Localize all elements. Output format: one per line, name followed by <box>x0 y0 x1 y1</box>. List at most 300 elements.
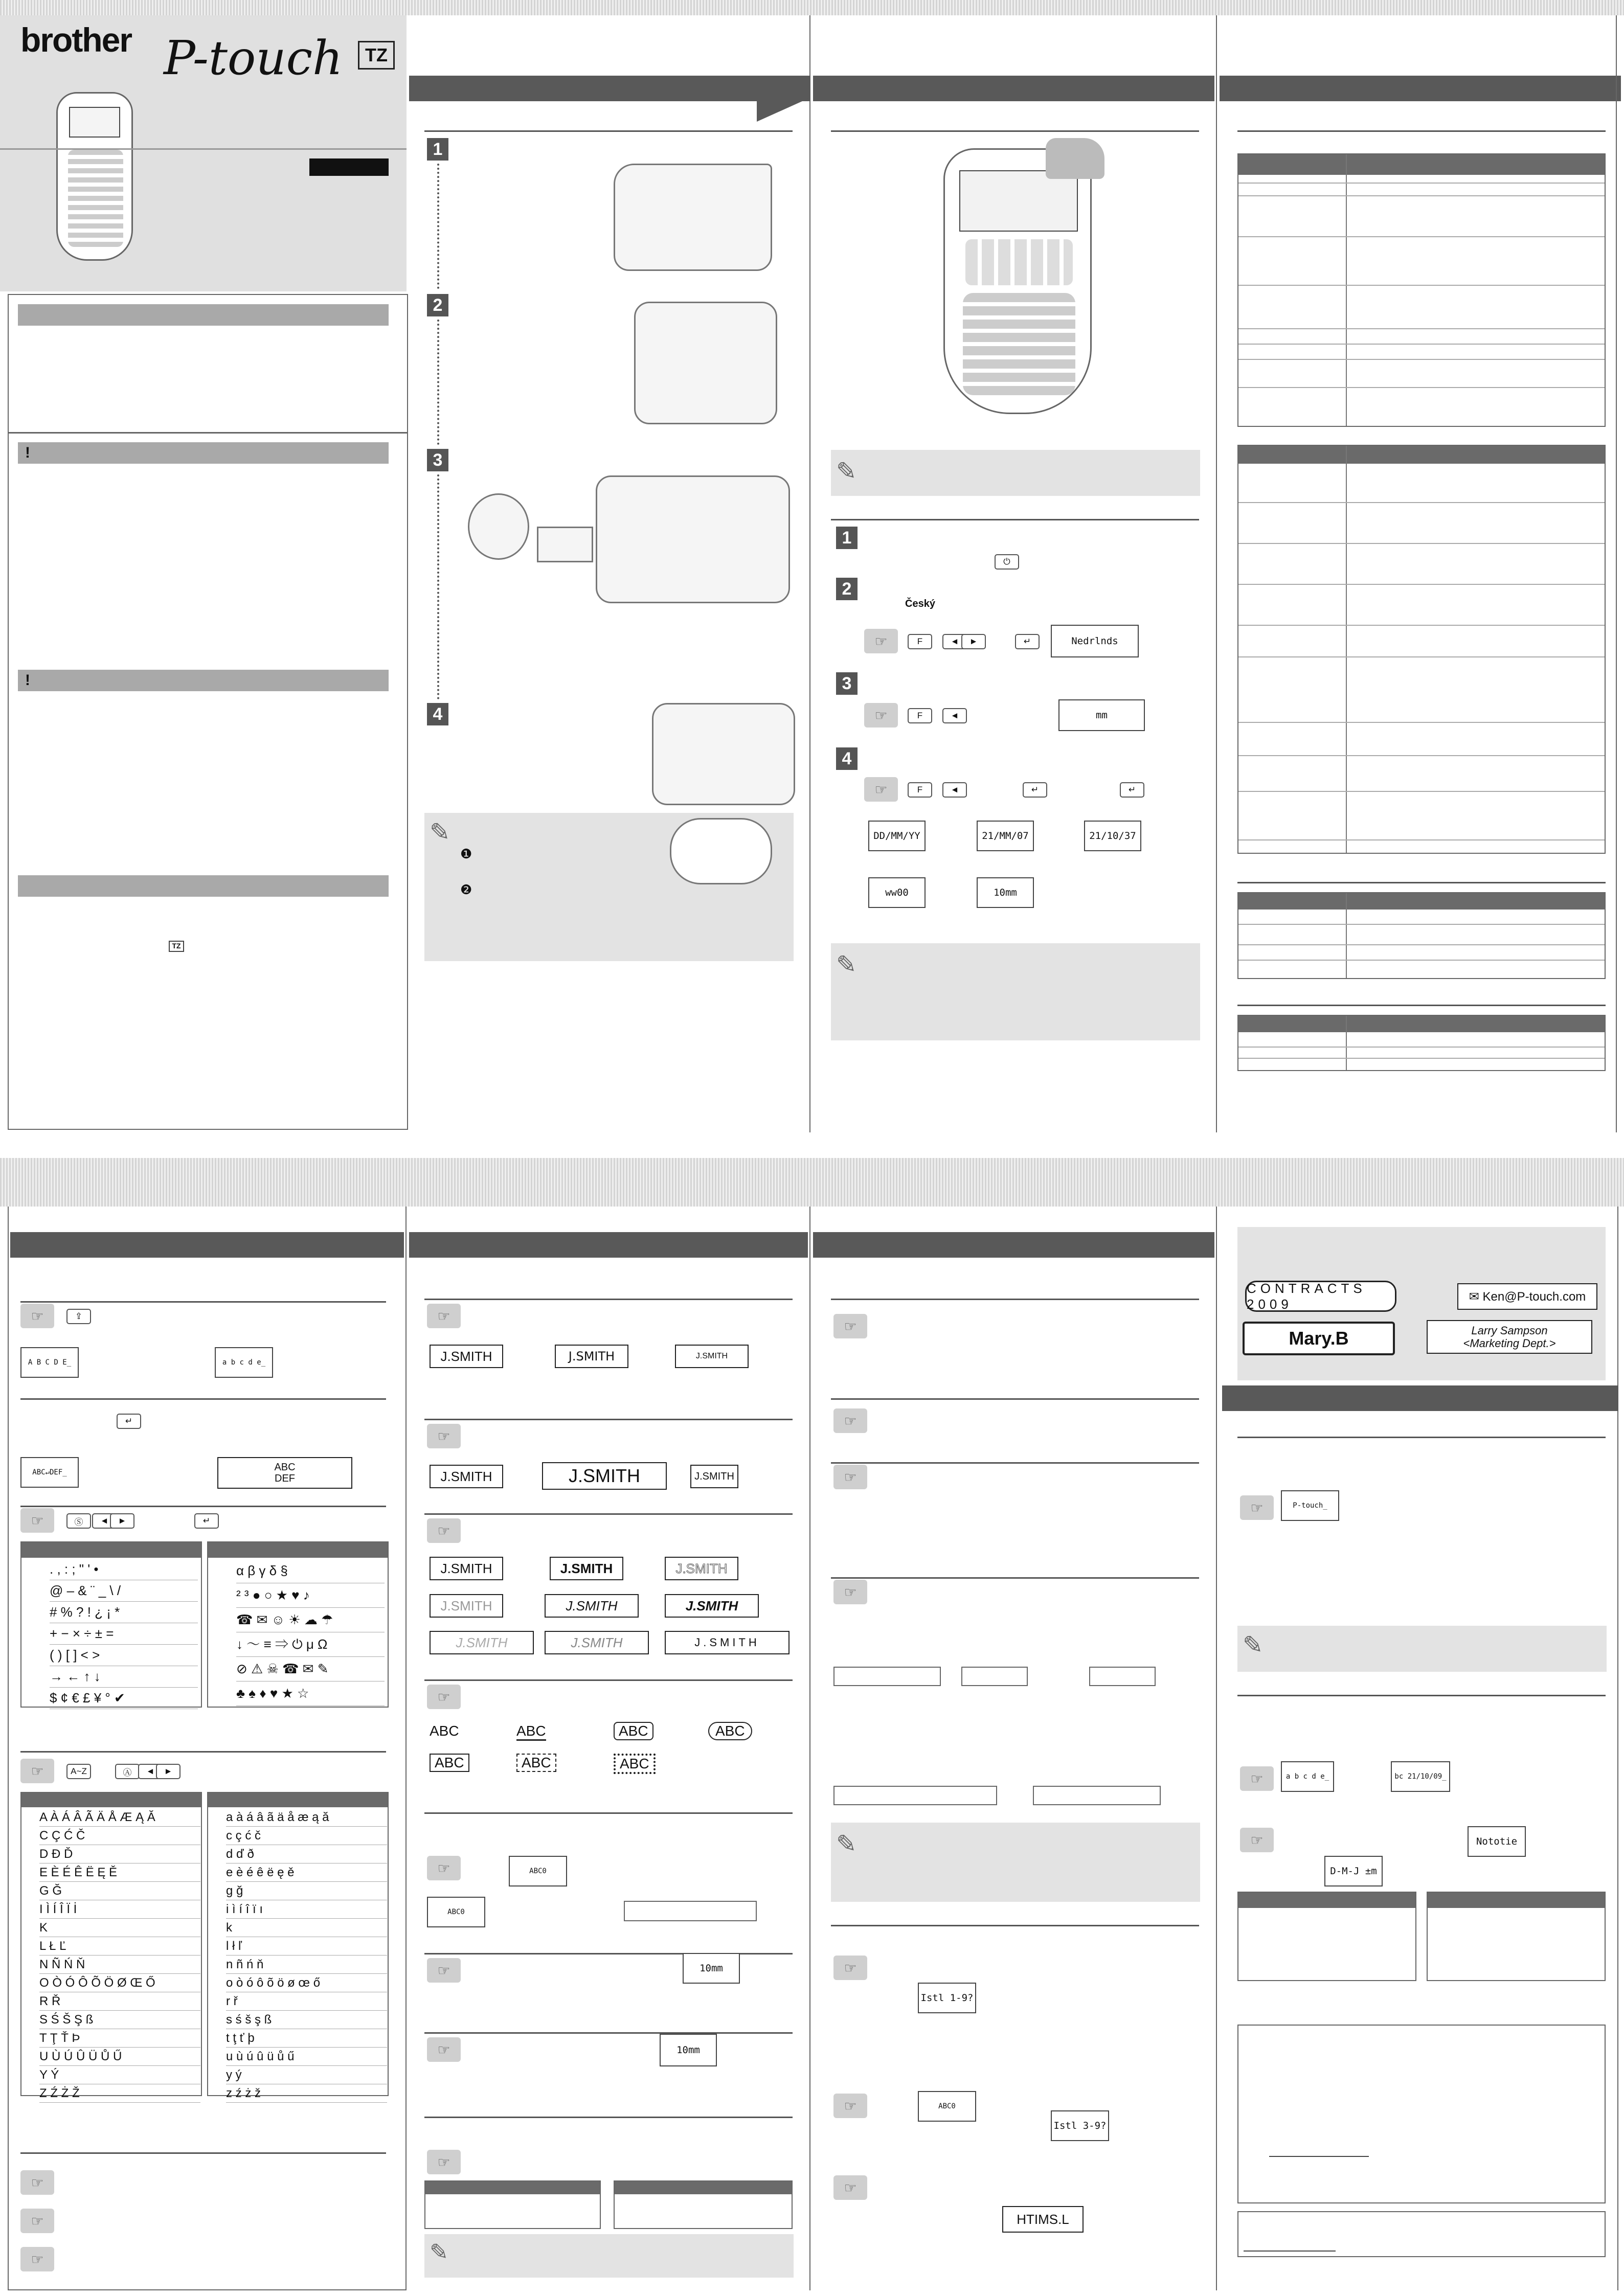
table-header <box>1238 893 1605 910</box>
section-rule <box>424 1679 793 1681</box>
label-length-diagram <box>624 1901 757 1921</box>
note-icon: ✎ <box>430 2240 448 2265</box>
lcd-note-box <box>831 450 1200 496</box>
font-sample-2: J.SMITH <box>555 1345 628 1368</box>
pictograph-symbol-table <box>207 1541 389 1708</box>
punctuation-rows <box>50 1559 198 1709</box>
diagram-lcd <box>959 170 1078 232</box>
symbol-row: D Ð Ď <box>39 1845 200 1863</box>
symbol-row: N Ñ Ń Ň <box>39 1956 200 1974</box>
lcd-memory-text: ABC0 <box>918 2091 976 2122</box>
symbol-key[interactable]: Ⓢ <box>66 1513 91 1529</box>
larry-line-1: Larry Sampson <box>1471 1324 1548 1337</box>
symbol-row: + − × ÷ ± = <box>50 1623 198 1645</box>
cover-divider <box>0 148 407 150</box>
font-sample-1: J.SMITH <box>430 1345 503 1368</box>
bullet-2: ❷ <box>460 882 472 897</box>
symbol-row: E È É Ê Ë Ę Ě <box>39 1863 200 1882</box>
cursor-left-key[interactable]: ◄ <box>942 782 967 798</box>
lcd-date-format-1: DD/MM/YY <box>868 821 926 851</box>
label-layout-title-bar <box>1222 1385 1618 1411</box>
table-row <box>1238 625 1605 626</box>
column-formatting <box>407 1207 810 2290</box>
lcd-date-format-3: 21/10/37 <box>1084 821 1141 851</box>
lcd-margin: ww00 <box>868 877 926 908</box>
press-icon: ☞ <box>20 1304 54 1328</box>
table-row <box>1238 791 1605 792</box>
press-icon: ☞ <box>427 1856 461 1880</box>
frame-sample-dotted: ABC <box>614 1754 656 1774</box>
table-row <box>1238 755 1605 756</box>
enter-key[interactable]: ↵ <box>1015 634 1040 649</box>
table-row <box>1238 656 1605 657</box>
tape-install-illustration <box>596 475 790 603</box>
step-4: 4 <box>427 703 448 725</box>
lcd-language: Nedrlnds <box>1051 625 1139 657</box>
accent-key[interactable]: A~Z <box>66 1764 91 1779</box>
press-icon: ☞ <box>427 1304 461 1328</box>
warning-heading-bar <box>18 442 389 464</box>
press-icon: ☞ <box>1240 1766 1274 1791</box>
cutter-illustration <box>1046 138 1104 179</box>
language-option-czech: Český <box>905 598 935 609</box>
step-2: 2 <box>427 294 448 316</box>
section-rule <box>831 519 1199 520</box>
symbol-row: S Ś Š Ş ß <box>39 2011 200 2029</box>
symbol-row: ♣ ♠ ♦ ♥ ★ ☆ <box>236 1681 385 1706</box>
press-icon: ☞ <box>427 1424 461 1448</box>
press-icon: ☞ <box>427 1518 461 1543</box>
style-sample-normal: J.SMITH <box>430 1557 503 1580</box>
contact-box <box>1237 2211 1606 2257</box>
press-icon: ☞ <box>20 1759 54 1783</box>
press-icon: ☞ <box>833 1465 867 1489</box>
symbol-row: A À Á Â Ã Ä Å Æ Ą Ă <box>39 1808 200 1827</box>
adapter-note-box <box>424 813 794 961</box>
page-edge <box>1616 15 1617 1132</box>
symbol-row: y ý <box>226 2066 387 2084</box>
table-row <box>1238 584 1605 585</box>
table-header <box>21 1793 201 1807</box>
symbol-row: $ ¢ € £ ¥ ° ✔ <box>50 1688 198 1709</box>
lcd-date-order: D-M-J ±m <box>1324 1856 1383 1886</box>
section-rule <box>1237 130 1606 132</box>
press-icon: ☞ <box>864 629 898 653</box>
table-header <box>1238 154 1605 175</box>
cursor-left-key[interactable]: ◄ <box>942 708 967 723</box>
accent-upper-table <box>20 1792 202 2100</box>
lcd-caps-on: A B C D E_ <box>20 1347 79 1378</box>
warranty-box <box>1237 2025 1606 2203</box>
section-rule <box>831 130 1199 132</box>
table-row <box>1238 183 1605 184</box>
section-rule <box>20 1398 386 1400</box>
accent-upper-rows <box>39 1808 200 2103</box>
enter-key[interactable]: ↵ <box>194 1513 219 1529</box>
two-line-label-sample <box>217 1457 352 1489</box>
note-icon: ✎ <box>836 951 857 979</box>
safety-column-frame <box>8 294 408 1130</box>
symbol-row: a à á â ã ä å æ ą ă <box>226 1808 387 1827</box>
press-icon: ☞ <box>427 1958 461 1983</box>
style-sample-italic: J.SMITH <box>545 1594 639 1618</box>
section-rule <box>424 1812 793 1814</box>
note-icon: ✎ <box>836 1831 857 1858</box>
frame-sample-dash: ABC <box>516 1754 556 1772</box>
fn-key[interactable]: F <box>908 782 932 798</box>
section-rule <box>20 1751 386 1753</box>
setup-step-1: 1 <box>836 527 858 549</box>
symbol-row: U Ù Ú Û Ü Ů Ű <box>39 2048 200 2066</box>
table-row <box>1238 195 1605 196</box>
symbol-row: ☎ ✉ ☺ ☀ ☁ ☂ <box>236 1608 385 1632</box>
section-rule <box>831 1925 1199 1926</box>
keyboard-diagram <box>943 148 1092 414</box>
column-printing <box>810 1207 1217 2290</box>
table-row <box>1238 387 1605 388</box>
section-rule <box>424 1419 793 1420</box>
table-row <box>1238 285 1605 286</box>
table-header <box>208 1542 388 1558</box>
section-rule <box>1237 1437 1606 1438</box>
style-sample-italic-bold: J.SMITH <box>665 1594 759 1618</box>
mirror-print-sample: HTIMS.L <box>1002 2206 1084 2233</box>
larry-line-2: <Marketing Dept.> <box>1463 1337 1556 1350</box>
symbol-row: I Ì Í Î Ï İ <box>39 1900 200 1919</box>
table-row <box>1238 839 1605 840</box>
label-sample-larry <box>1427 1320 1592 1354</box>
device-keypad <box>68 150 123 247</box>
press-icon: ☞ <box>427 2150 461 2174</box>
lcd-length: 10mm <box>977 877 1034 908</box>
lcd-memory-recall: Istl 3-9? <box>1051 2110 1109 2141</box>
symbol-row: r ř <box>226 1992 387 2011</box>
step-1: 1 <box>427 138 448 161</box>
intro-heading-bar <box>18 304 389 326</box>
close-cover-illustration <box>652 703 795 805</box>
table-row <box>1238 944 1605 945</box>
press-icon: ☞ <box>833 1956 867 1980</box>
warning-icon: ! <box>25 444 30 461</box>
chain-print-diagram-1 <box>833 1786 997 1805</box>
symbol-row: Y Ý <box>39 2066 200 2084</box>
section-rule <box>424 2117 793 2118</box>
tz-tape-badge: TZ <box>358 41 395 70</box>
symbol-row: R Ř <box>39 1992 200 2011</box>
symbol-row: z ź ż ž <box>226 2084 387 2103</box>
symbol-row: i ì í î ï ı <box>226 1900 387 1919</box>
cursor-right-key[interactable]: ► <box>156 1764 181 1779</box>
cursor-left-key[interactable]: ◄ <box>138 1764 163 1779</box>
table-row <box>1238 1047 1605 1048</box>
press-icon: ☞ <box>1240 1495 1274 1520</box>
table-row <box>1238 344 1605 345</box>
margin-narrow-diagram <box>1089 1667 1156 1686</box>
lcd-date-text: a b c d e_ <box>1281 1761 1334 1792</box>
getting-started-title-bar <box>409 76 810 101</box>
specifications-table <box>1237 153 1606 427</box>
style-sample-vertical: J.SMITH <box>665 1631 790 1654</box>
tape-detail-illustration <box>468 493 529 560</box>
section-rule <box>1237 1695 1606 1696</box>
symbol-row: n ñ ń ň <box>226 1956 387 1974</box>
section-rule <box>424 2032 793 2034</box>
ptouch-logo: P-touch <box>164 31 343 85</box>
accessories-table <box>1237 1015 1606 1071</box>
size-sample-1: J.SMITH <box>430 1465 503 1488</box>
contact-line <box>1244 2250 1336 2252</box>
cover-black-bar <box>309 158 389 176</box>
lcd-date-format-2: 21/MM/07 <box>977 821 1034 851</box>
accent-lower-table <box>207 1792 389 2100</box>
style-sample-bold: J.SMITH <box>550 1557 623 1580</box>
table-header <box>1238 446 1605 464</box>
section-rule <box>424 130 793 132</box>
cursor-left-key[interactable]: ◄ <box>942 634 967 649</box>
section-rule <box>20 1301 386 1303</box>
press-icon: ☞ <box>833 1314 867 1338</box>
caps-key[interactable]: ⇪ <box>66 1309 91 1324</box>
layout-note-box <box>1237 1626 1607 1672</box>
symbol-row: # % ? ! ¿ ¡ * <box>50 1602 198 1623</box>
chain-print-diagram-2 <box>1033 1786 1161 1805</box>
open-cover-illustration <box>614 164 772 271</box>
table-row <box>1238 1058 1605 1059</box>
fn-key[interactable]: F <box>908 708 932 723</box>
press-icon: ☞ <box>427 2037 461 2062</box>
table-header <box>425 2181 600 2194</box>
lcd-keyboard-title-bar <box>813 76 1214 101</box>
lcd-two-line: ABC↵DEF_ <box>20 1457 79 1488</box>
section-rule <box>424 1513 793 1515</box>
table-header <box>1238 1016 1605 1032</box>
section-rule <box>831 1462 1199 1464</box>
frame-sample-round: ABC <box>614 1722 653 1740</box>
table-header <box>615 2181 792 2194</box>
specs-title-bar <box>1220 76 1621 101</box>
table-row <box>1238 502 1605 503</box>
symbol-row: g ğ <box>226 1882 387 1900</box>
precautions-heading-bar <box>18 875 389 897</box>
margin-full-diagram <box>833 1667 941 1686</box>
table-row <box>1238 960 1605 961</box>
error-table <box>1237 892 1606 979</box>
style-sample-shadow: J.SMITH <box>430 1594 503 1618</box>
cursor-right-key[interactable]: ► <box>961 634 986 649</box>
symbol-row: t ţ ť þ <box>226 2029 387 2048</box>
tape-width-table-2 <box>614 2180 793 2229</box>
lcd-notation: Nototie <box>1468 1826 1526 1857</box>
intro-divider <box>8 432 408 434</box>
step-connector <box>437 164 439 289</box>
cursor-right-key[interactable]: ► <box>110 1513 134 1529</box>
lcd-length-setting: ABC0 <box>509 1856 567 1886</box>
bullet-1: ❶ <box>460 846 472 861</box>
lcd-memory-store: Istl 1-9? <box>918 1983 976 2013</box>
style-sample-outline: J.SMITH <box>665 1557 738 1580</box>
section-rule <box>424 1299 793 1300</box>
format-note-box <box>424 2234 794 2278</box>
press-icon: ☞ <box>864 703 898 728</box>
note-icon: ✎ <box>836 458 857 485</box>
formatting-title-bar <box>409 1232 808 1258</box>
symbol-row: e è é ê ë ę ě <box>226 1863 387 1882</box>
lcd-margin-length: 10mm <box>660 2034 717 2066</box>
symbol-row: s ś š ş ß <box>226 2011 387 2029</box>
press-icon: ☞ <box>833 2175 867 2200</box>
table-row <box>1238 722 1605 723</box>
symbol-row: O Ò Ó Ô Õ Ö Ø Œ Ő <box>39 1974 200 1992</box>
setup-step-3: 3 <box>836 672 858 695</box>
enter-key[interactable]: ↵ <box>1120 782 1144 798</box>
note-icon: ✎ <box>430 819 450 846</box>
fn-key[interactable]: F <box>908 634 932 649</box>
table-header <box>1238 1893 1415 1908</box>
tz-inline-icon: TZ <box>169 941 184 952</box>
symbol-row: α β γ δ § <box>236 1559 385 1583</box>
signature-line <box>1269 2156 1369 2157</box>
section-rule <box>831 1577 1199 1579</box>
title-arrow <box>757 76 808 122</box>
press-icon: ☞ <box>864 777 898 802</box>
press-icon: ☞ <box>20 2170 54 2195</box>
setup-step-4: 4 <box>836 747 858 770</box>
symbol-row: K <box>39 1919 200 1937</box>
step-connector <box>437 320 439 445</box>
table-row <box>1238 236 1605 237</box>
table-col-divider <box>1346 1016 1347 1070</box>
symbol-row: o ò ó ô õ ö ø œ ő <box>226 1974 387 1992</box>
table-col-divider <box>1346 893 1347 978</box>
tape-cassette-illustration <box>537 527 593 562</box>
symbol-row: ↓ 〜 ≡ ⇒ ⏻ μ Ω <box>236 1632 385 1657</box>
line-2: DEF <box>275 1473 295 1484</box>
press-icon: ☞ <box>20 2247 54 2271</box>
step-3: 3 <box>427 449 448 471</box>
top-hatch-band <box>0 0 1624 15</box>
labeler-device-illustration <box>56 92 133 261</box>
size-sample-2: J.SMITH <box>542 1462 667 1490</box>
enter-key[interactable]: ↵ <box>117 1414 141 1429</box>
caution-heading-bar <box>18 670 389 691</box>
section-rule <box>831 1398 1199 1400</box>
section-rule <box>20 1506 386 1507</box>
symbol-row: ( ) [ ] < > <box>50 1645 198 1666</box>
style-sample-italic-outline: J.SMITH <box>430 1631 534 1654</box>
table-header <box>21 1542 201 1558</box>
symbol-row: ² ³ ● ○ ★ ♥ ♪ <box>236 1583 385 1608</box>
table-header <box>1428 1893 1605 1908</box>
date-format-table-1 <box>1237 1892 1416 1981</box>
frame-sample-oval: ABC <box>708 1722 752 1740</box>
accent-lower-rows <box>226 1808 387 2103</box>
lcd-abc: ABC0 <box>427 1897 485 1927</box>
lcd-ptouch: P-touch_ <box>1281 1490 1339 1521</box>
enter-key[interactable]: ↵ <box>1023 782 1047 798</box>
lcd-date-inserted: bc 21/10/09_ <box>1391 1761 1450 1792</box>
print-note-box <box>831 1823 1200 1902</box>
battery-insert-illustration <box>634 302 777 424</box>
style-sample-italic-shadow: J.SMITH <box>545 1631 649 1654</box>
troubleshooting-table <box>1237 445 1606 854</box>
symbol-row: ⊘ ⚠ ☠ ☎ ✉ ✎ <box>236 1657 385 1681</box>
frame-sample-none: ABC <box>430 1723 459 1739</box>
caution-icon: ! <box>25 672 30 689</box>
pictograph-rows <box>236 1559 385 1706</box>
accent-key[interactable]: Ⓐ <box>115 1764 140 1779</box>
symbol-row: c ç ć č <box>226 1827 387 1845</box>
punctuation-symbol-table <box>20 1541 202 1708</box>
press-icon: ☞ <box>20 2209 54 2233</box>
adapter-illustration <box>670 818 772 884</box>
symbol-row: l ł ľ <box>226 1937 387 1956</box>
press-icon: ☞ <box>20 1508 54 1533</box>
line-1: ABC <box>274 1462 296 1473</box>
settings-note-box <box>831 943 1200 1040</box>
press-icon: ☞ <box>1240 1828 1274 1852</box>
printing-title-bar <box>813 1232 1214 1258</box>
symbol-row: . , : ; " ' • <box>50 1559 198 1580</box>
symbol-row: k <box>226 1919 387 1937</box>
label-sample-contracts: CONTRACTS 2009 <box>1245 1281 1396 1312</box>
note-icon: ✎ <box>1243 1632 1264 1659</box>
date-format-table-2 <box>1427 1892 1606 1981</box>
symbol-row: d ď ð <box>226 1845 387 1863</box>
table-row <box>1238 359 1605 360</box>
device-screen <box>69 107 120 138</box>
tape-width-table-1 <box>424 2180 601 2229</box>
symbol-row: @ – & ¨ _ \ / <box>50 1580 198 1602</box>
symbol-row: L Ł Ľ <box>39 1937 200 1956</box>
margin-half-diagram <box>961 1667 1028 1686</box>
symbol-row: G Ğ <box>39 1882 200 1900</box>
cursor-left-key[interactable]: ◄ <box>92 1513 117 1529</box>
table-header <box>208 1793 388 1807</box>
symbol-row: Z Ź Ż Ž <box>39 2084 200 2103</box>
press-icon: ☞ <box>833 1580 867 1604</box>
cover-panel <box>0 15 407 291</box>
power-key[interactable]: ⏻ <box>995 554 1019 570</box>
section-rule <box>20 2152 386 2154</box>
frame-sample-underline: ABC <box>516 1723 546 1741</box>
press-icon: ☞ <box>833 2094 867 2118</box>
table-row <box>1238 328 1605 329</box>
diagram-letter-keys <box>963 293 1075 395</box>
diagram-function-keys <box>965 239 1073 285</box>
symbol-row: → ← ↑ ↓ <box>50 1666 198 1688</box>
text-entry-title-bar <box>10 1232 404 1258</box>
brother-logo: brother <box>20 21 131 59</box>
symbol-row: C Ç Ć Č <box>39 1827 200 1845</box>
lcd-tab-length: 10mm <box>683 1953 740 1984</box>
frame-sample-box: ABC <box>430 1754 469 1772</box>
mid-hatch-band <box>0 1158 1624 1207</box>
label-sample-email: ✉ Ken@P-touch.com <box>1457 1283 1597 1310</box>
font-sample-3: J.SMITH <box>675 1345 749 1368</box>
press-icon: ☞ <box>833 1408 867 1433</box>
symbol-row: T Ţ Ť Þ <box>39 2029 200 2048</box>
size-sample-3: J.SMITH <box>690 1465 738 1488</box>
symbol-row: u ù ú û ü ů ű <box>226 2048 387 2066</box>
label-sample-mary: Mary.B <box>1243 1322 1395 1355</box>
lcd-caps-off: a b c d e_ <box>215 1347 273 1378</box>
step-connector <box>437 474 439 699</box>
table-row <box>1238 543 1605 544</box>
setup-step-2: 2 <box>836 578 858 600</box>
press-icon: ☞ <box>427 1685 461 1709</box>
section-rule <box>831 1299 1199 1300</box>
lcd-unit: mm <box>1058 699 1145 731</box>
